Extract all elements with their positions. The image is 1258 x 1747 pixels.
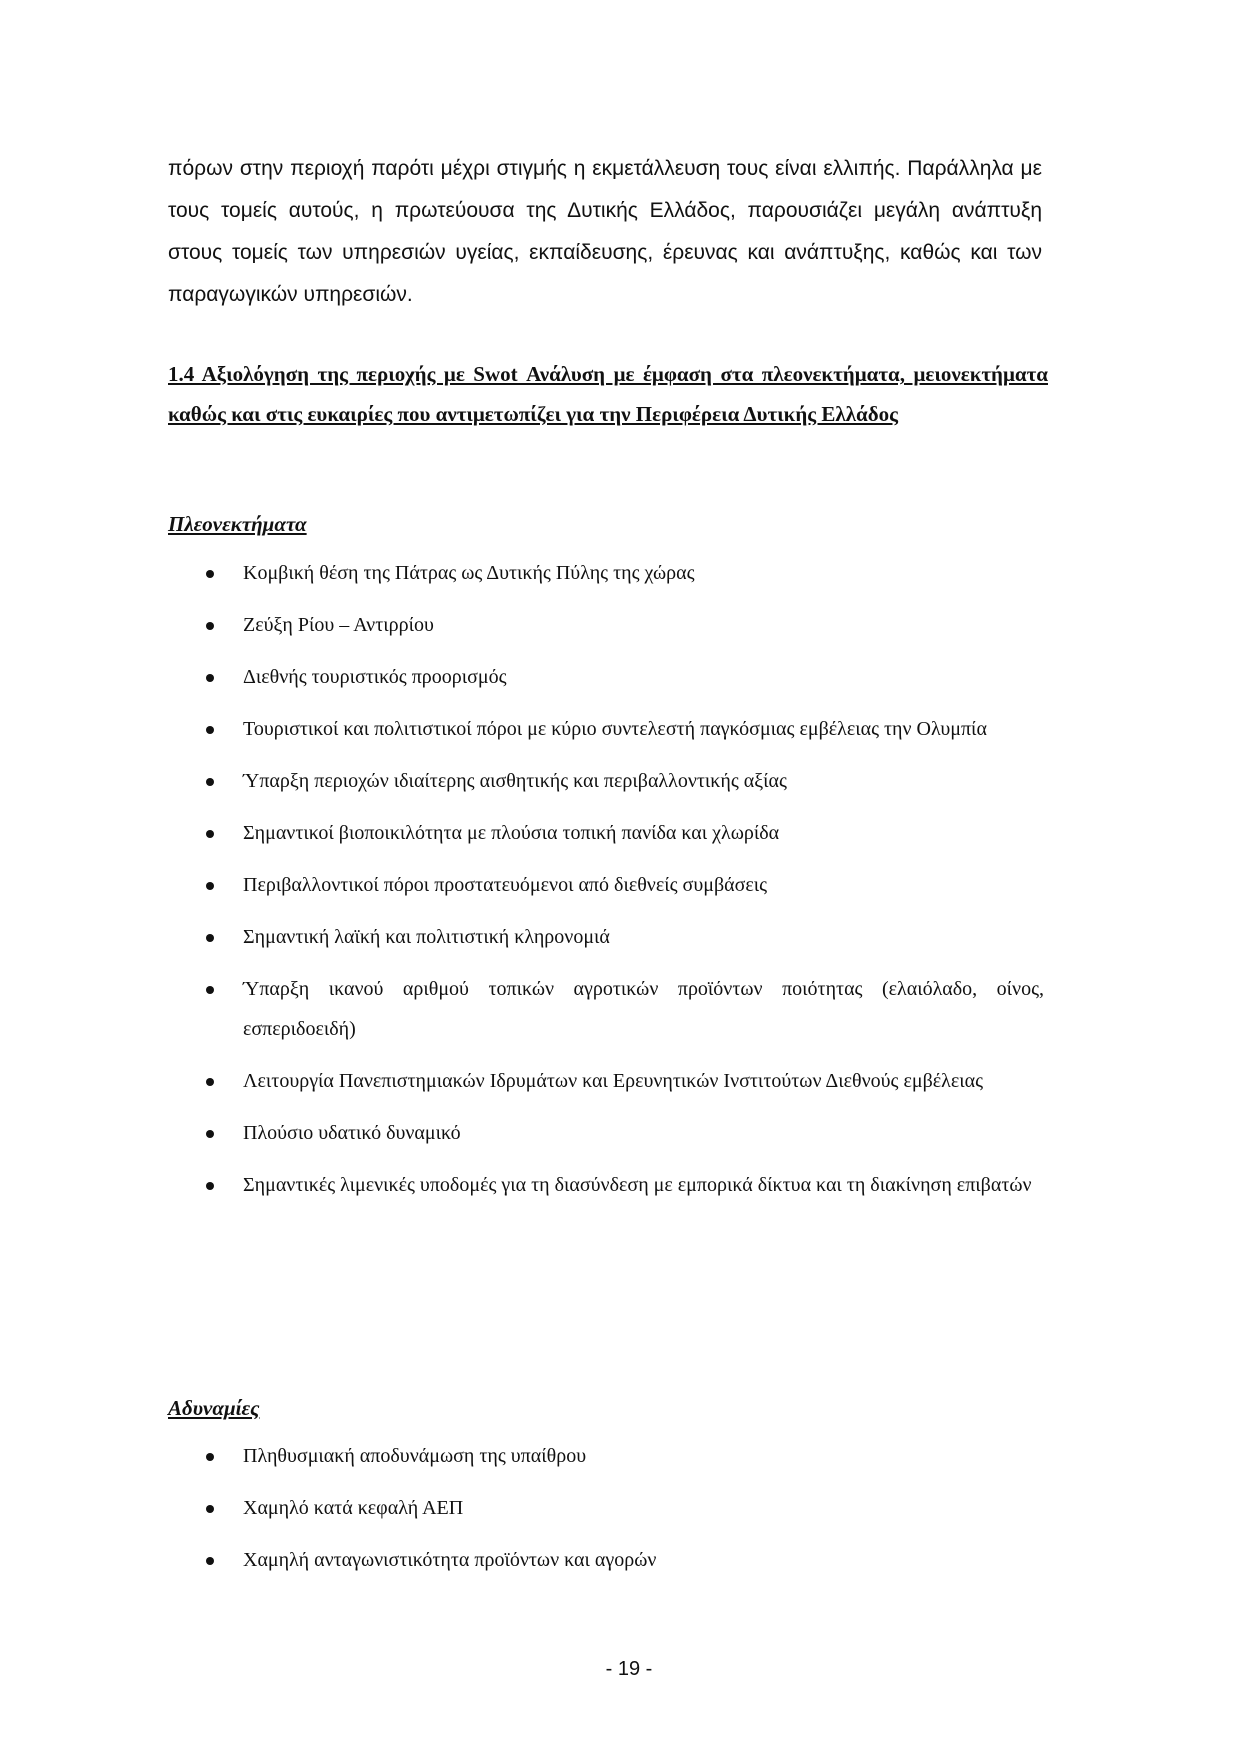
bullet-icon bbox=[206, 674, 214, 682]
page-number: - 19 - bbox=[605, 1658, 653, 1680]
list-item-text: Σημαντικοί βιοποικιλότητα με πλούσια τοπική πανίδα και χλωρίδα bbox=[243, 822, 780, 844]
list-item-text: Λειτουργία Πανεπιστημιακών Ιδρυμάτων και Ερευνητικών Ινστιτούτων Διεθνούς εμβέλειας bbox=[243, 1070, 984, 1092]
list-item bbox=[168, 969, 1044, 1049]
list-item-text: Πληθυσμιακή αποδυνάμωση της υπαίθρου bbox=[243, 1445, 587, 1467]
list-item bbox=[168, 1165, 1044, 1205]
list-item bbox=[168, 865, 1044, 905]
list-item-text: Περιβαλλοντικοί πόροι προστατευόμενοι από διεθνείς συμβάσεις bbox=[243, 874, 768, 896]
list-item bbox=[168, 813, 1044, 853]
list-item bbox=[168, 917, 1044, 957]
bullet-icon bbox=[206, 1182, 214, 1190]
weaknesses-list bbox=[168, 1436, 1044, 1592]
bullet-icon bbox=[206, 1453, 214, 1461]
bullet-icon bbox=[206, 1557, 214, 1565]
bullet-icon bbox=[206, 570, 214, 578]
list-item bbox=[168, 553, 1044, 593]
list-item-text: Πλούσιο υδατικό δυναμικό bbox=[243, 1122, 461, 1144]
list-item-text: Τουριστικοί και πολιτιστικοί πόροι με κύριο συντελεστή παγκόσμιας εμβέλειας την Ολυμπία bbox=[243, 718, 987, 740]
list-item-text: Κομβική θέση της Πάτρας ως Δυτικής Πύλης της χώρας bbox=[243, 562, 695, 584]
list-item bbox=[168, 657, 1044, 697]
list-item bbox=[168, 761, 1044, 801]
list-item bbox=[168, 1488, 1044, 1528]
list-item-text: Διεθνής τουριστικός προορισμός bbox=[243, 666, 507, 688]
list-item-text: Χαμηλό κατά κεφαλή ΑΕΠ bbox=[243, 1497, 464, 1519]
list-item-text: Χαμηλή ανταγωνιστικότητα προϊόντων και αγορών bbox=[243, 1549, 657, 1571]
strengths-list bbox=[168, 553, 1044, 1217]
bullet-icon bbox=[206, 882, 214, 890]
bullet-icon bbox=[206, 1130, 214, 1138]
strengths-heading: Πλεονεκτήματα bbox=[168, 512, 307, 536]
section-heading: 1.4 Αξιολόγηση της περιοχής με Swot Ανάλυση με έμφαση στα πλεονεκτήματα, μειονεκτήματα καθώς και στις ευκαιρίες που αντιμετωπίζει για την Περιφέρεια Δυτικής Ελλάδος bbox=[168, 362, 1048, 426]
list-item-text: Ύπαρξη ικανού αριθμού τοπικών αγροτικών προϊόντων ποιότητας (ελαιόλαδο, οίνος, εσπεριδοειδή) bbox=[243, 978, 1044, 1040]
bullet-icon bbox=[206, 726, 214, 734]
bullet-icon bbox=[206, 986, 214, 994]
list-item-text: Ζεύξη Ρίου – Αντιρρίου bbox=[243, 614, 434, 636]
bullet-icon bbox=[206, 1505, 214, 1513]
bullet-icon bbox=[206, 830, 214, 838]
list-item bbox=[168, 605, 1044, 645]
list-item-text: Σημαντικές λιμενικές υποδομές για τη διασύνδεση με εμπορικά δίκτυα και τη διακίνηση επιβατών bbox=[243, 1174, 1032, 1196]
bullet-icon bbox=[206, 934, 214, 942]
list-item bbox=[168, 1061, 1044, 1101]
bullet-icon bbox=[206, 622, 214, 630]
bullet-icon bbox=[206, 1078, 214, 1086]
list-item bbox=[168, 1436, 1044, 1476]
list-item bbox=[168, 709, 1044, 749]
list-item bbox=[168, 1113, 1044, 1153]
list-item-text: Ύπαρξη περιοχών ιδιαίτερης αισθητικής και περιβαλλοντικής αξίας bbox=[243, 770, 787, 792]
list-item-text: Σημαντική λαϊκή και πολιτιστική κληρονομιά bbox=[243, 926, 610, 948]
bullet-icon bbox=[206, 778, 214, 786]
weaknesses-heading: Αδυναμίες bbox=[168, 1396, 260, 1420]
list-item bbox=[168, 1540, 1044, 1580]
intro-paragraph: πόρων στην περιοχή παρότι μέχρι στιγμής η εκμετάλλευση τους είναι ελλιπής. Παράλληλα με τους τομείς αυτούς, η πρωτεύουσα της Δυτικής Ελλάδος, παρουσιάζει μεγάλη ανάπτυξη στους τομείς των υπηρεσιών υγείας, εκπαίδευσης, έρευνας και ανάπτυξης, καθώς και των παραγωγικών υπηρεσιών. bbox=[168, 157, 1042, 306]
